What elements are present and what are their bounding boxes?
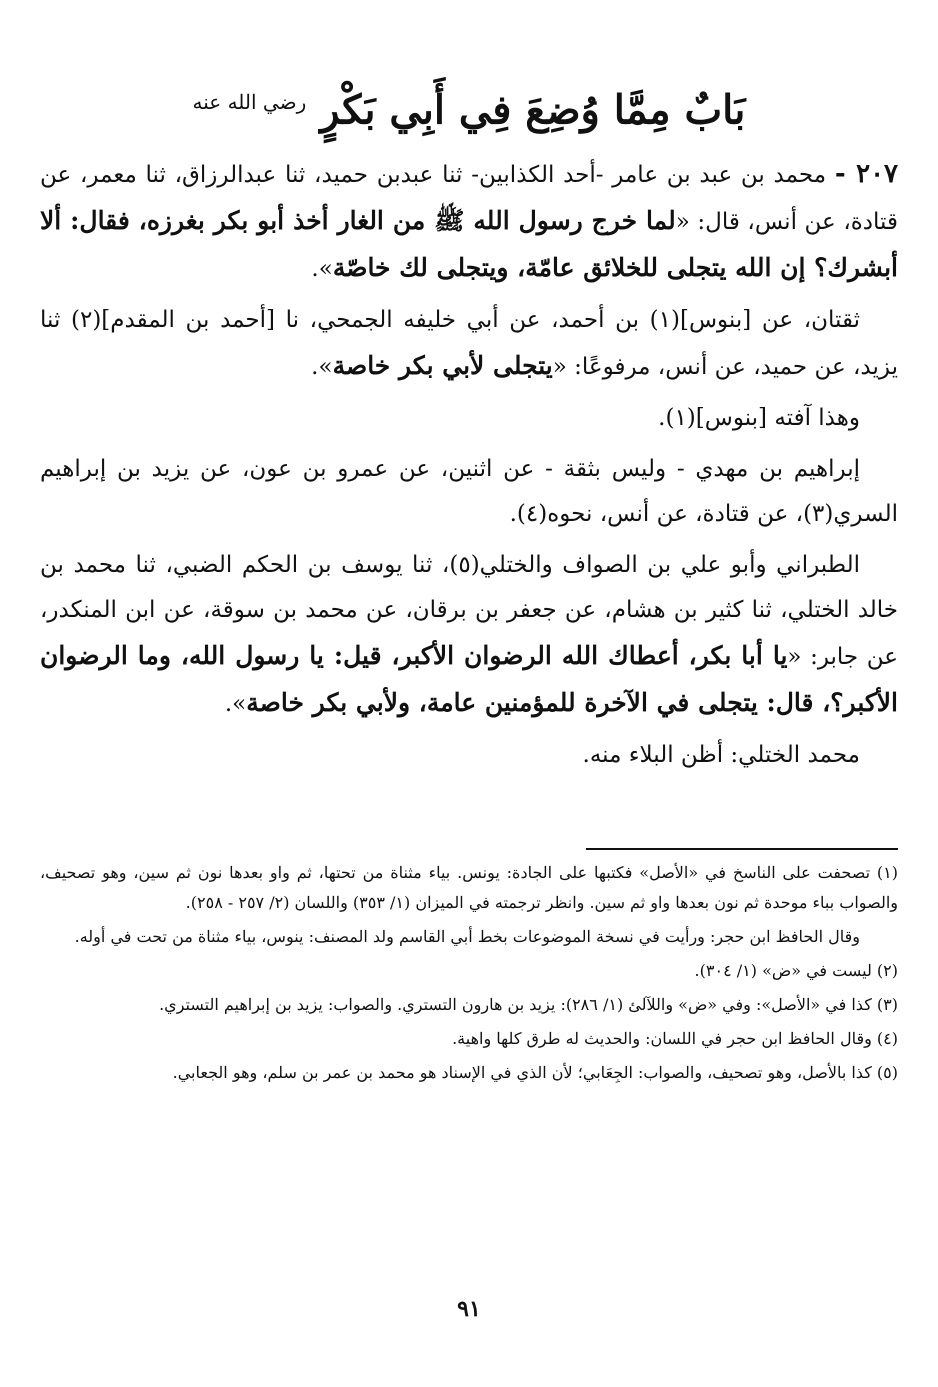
route-matn: يتجلى لأبي بكر خاصة: [332, 351, 553, 380]
jabir-matn: يا أبا بكر، أعطاك الله الرضوان الأكبر، قيل: يا رسول الله، وما الرضوان الأكبر؟، قال: يتجلى في الآخرة للمؤمنين عامة، ولأبي بكر خاصة: [40, 641, 898, 717]
footnote-divider: [586, 848, 898, 850]
route-paragraph-ibrahim: إبراهيم بن مهدي - وليس بثقة - عن اثنين، عن عمرو بن عون، عن يزيد بن إبراهيم السري(٣)، عن قتادة، عن أنس، نحوه(٤).: [40, 456, 898, 527]
footnote-5: (٥) كذا بالأصل، وهو تصحيف، والصواب: الجِعَابي؛ لأن الذي في الإسناد هو محمد بن عمر بن سلم، وهو الجعابي.: [172, 1063, 898, 1082]
main-text: [40, 152, 898, 784]
chapter-title: [0, 70, 938, 142]
route-isnad: ثقتان، عن [بنوس](١) بن أحمد، عن أبي خليفه الجمحي، نا [أحمد بن المقدم](٢) ثنا يزيد، عن حميد، عن أنس، مرفوعًا: «: [40, 307, 898, 380]
route-paragraph-jabir: [40, 543, 898, 727]
honorific-glyph: رضي الله عنه: [192, 90, 307, 114]
footnotes: [40, 858, 898, 1092]
defect-note: وهذا آفته [بنوس](١).: [658, 405, 860, 431]
jabir-isnad: الطبراني وأبو علي بن الصواف والختلي(٥)، ثنا يوسف بن الحكم الضبي، ثنا محمد بن خالد الختلي، ثنا كثير بن هشام، عن جعفر بن برقان، عن محمد بن سوقة، عن ابن المنكدر، عن جابر: «: [40, 552, 898, 670]
hadith-paragraph: [40, 152, 898, 292]
chapter-title-text: بَابٌ مِمَّا وُضِعَ فِي أَبِي بَكْرٍ: [320, 86, 746, 134]
verdict-line: محمد الختلي: أظن البلاء منه.: [582, 742, 860, 768]
quote-close: ».: [224, 691, 247, 717]
quote-close: ».: [311, 354, 333, 380]
footnote-3: (٣) كذا في «الأصل»: وفي «ض» واللآلئ (١/ ٢٨٦): يزيد بن هارون التستري. والصواب: يزيد بن إبراهيم التستري.: [159, 995, 898, 1014]
footnote-1: (١) تصحفت على الناسخ في «الأصل» فكتبها على الجادة: يونس. بياء مثناة من تحتها، ثم واو بعدها نون ثم سين، وهو تصحيف، والصواب بباء موحدة ثم نون بعدها واو ثم سين. وانظر ترجمته في الميزان (١/ ٣٥٣) واللسان (٢/ ٢٥٧ - ٢٥٨).: [40, 863, 898, 912]
footnote-2: (٢) ليست في «ض» (١/ ٣٠٤).: [694, 961, 898, 980]
hadith-isnad: محمد بن عبد بن عامر -أحد الكذابين- ثنا عبدبن حميد، ثنا عبدالرزاق، ثنا معمر، عن قتادة، عن أنس، قال: «: [40, 162, 898, 235]
route-paragraph: [40, 298, 898, 390]
footnote-1-continued: وقال الحافظ ابن حجر: ورأيت في نسخة الموضوعات بخط أبي القاسم ولد المصنف: ينوس، بياء مثناة من تحت في أوله.: [74, 927, 860, 946]
page-number: ٩١: [457, 1296, 481, 1322]
hadith-matn: لما خرج رسول الله ﷺ من الغار أخذ أبو بكر بغرزه، فقال: ألا أبشرك؟ إن الله يتجلى للخلائق عامّة، ويتجلى لك خاصّة: [40, 206, 898, 282]
footnote-4: (٤) وقال الحافظ ابن حجر في اللسان: والحديث له طرق كلها واهية.: [452, 1029, 898, 1048]
quote-close: ».: [311, 256, 333, 282]
hadith-number: ٢٠٧ -: [834, 159, 899, 189]
